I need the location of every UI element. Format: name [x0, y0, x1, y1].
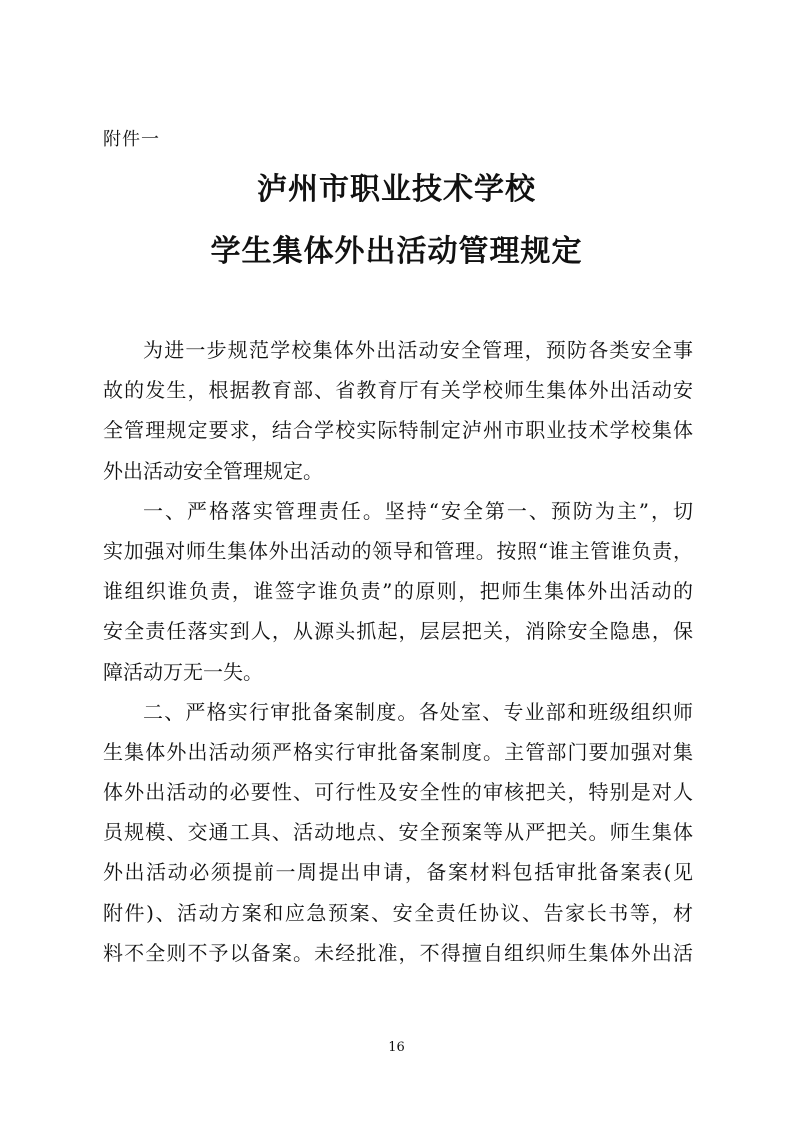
paragraph-line: 外出活动必须提前一周提出申请，备案材料包括审批备案表(见 — [103, 860, 693, 885]
paragraph-line: 附件)、活动方案和应急预案、安全责任协议、告家长书等，材 — [103, 900, 693, 925]
page-number: 16 — [388, 1040, 405, 1055]
paragraph-line: 安全责任落实到人，从源头抓起，层层把关，消除安全隐患，保 — [103, 619, 693, 644]
paragraph-line: 一、严格落实管理责任。坚持“安全第一、预防为主”，切 — [143, 498, 693, 523]
paragraph-line: 障活动万无一失。 — [103, 659, 263, 684]
document-title-line-2: 学生集体外出活动管理规定 — [210, 234, 583, 269]
paragraph-line: 员规模、交通工具、活动地点、安全预案等从严把关。师生集体 — [103, 820, 693, 845]
paragraph-line: 生集体外出活动须严格实行审批备案制度。主管部门要加强对集 — [103, 739, 693, 764]
paragraph-line: 实加强对师生集体外出活动的领导和管理。按照“谁主管谁负责， — [103, 538, 693, 563]
document-body — [103, 330, 693, 973]
paragraph-line: 为进一步规范学校集体外出活动安全管理，预防各类安全事 — [143, 338, 693, 362]
document-title-line-1: 泸州市职业技术学校 — [257, 172, 536, 207]
paragraph-line: 外出活动安全管理规定。 — [103, 458, 323, 483]
paragraph-line: 料不全则不予以备案。未经批准，不得擅自组织师生集体外出活 — [103, 940, 693, 965]
paragraph-line: 二、严格实行审批备案制度。各处室、专业部和班级组织师 — [143, 699, 693, 724]
paragraph-line: 谁组织谁负责，谁签字谁负责”的原则，把师生集体外出活动的 — [103, 579, 693, 604]
attachment-label: 附件一 — [103, 129, 160, 150]
paragraph-line: 全管理规定要求，结合学校实际特制定泸州市职业技术学校集体 — [103, 418, 693, 443]
paragraph-line: 体外出活动的必要性、可行性及安全性的审核把关，特别是对人 — [103, 780, 693, 805]
paragraph-line: 故的发生，根据教育部、省教育厅有关学校师生集体外出活动安 — [103, 378, 693, 403]
